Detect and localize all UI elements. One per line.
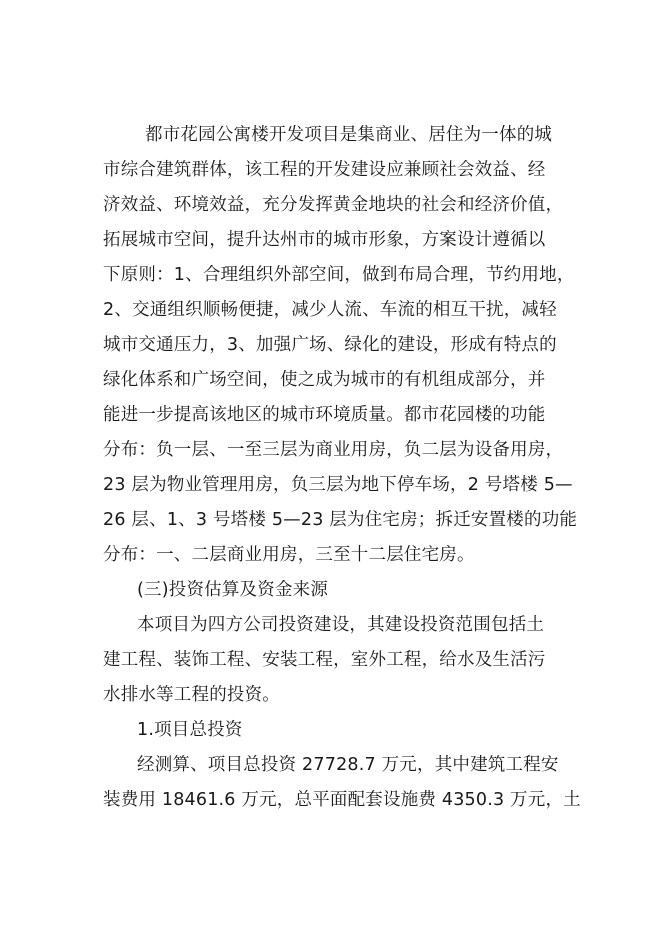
section-heading: (三)投资估算及资金来源 [137, 580, 329, 600]
paragraph-3-line: 装费用 18461.6 万元，总平面配套设施费 4350.3 万元，土 [103, 790, 581, 810]
paragraph-1-line: 2、交通组织顺畅便捷，减少人流、车流的相互干扰，减轻 [103, 300, 557, 320]
paragraph-1-line: 能进一步提高该地区的城市环境质量。都市花园楼的功能 [103, 405, 546, 425]
paragraph-1-line: 23 层为物业管理用房，负三层为地下停车场，2 号塔楼 5— [103, 475, 573, 495]
subheading: 1.项目总投资 [137, 720, 243, 740]
paragraph-1-line: 下原则：1、合理组织外部空间，做到布局合理，节约用地， [103, 265, 575, 285]
paragraph-1-line: 城市交通压力，3、加强广场、绿化的建设，形成有特点的 [103, 335, 557, 355]
paragraph-2-line: 水排水等工程的投资。 [103, 685, 280, 705]
paragraph-1-line: 市综合建筑群体，该工程的开发建设应兼顾社会效益、经 [103, 160, 546, 180]
paragraph-1-line: 济效益、环境效益，充分发挥黄金地块的社会和经济价值， [103, 195, 564, 215]
paragraph-1-line: 都市花园公寓楼开发项目是集商业、居住为一体的城 [145, 125, 553, 145]
paragraph-2-line: 建工程、装饰工程、安装工程，室外工程，给水及生活污 [103, 650, 546, 670]
paragraph-1-line: 拓展城市空间，提升达州市的城市形象，方案设计遵循以 [103, 230, 546, 250]
paragraph-1-line: 绿化体系和广场空间，使之成为城市的有机组成部分，并 [103, 370, 546, 390]
paragraph-1-line: 分布：负一层、一至三层为商业用房，负二层为设备用房， [103, 440, 564, 460]
paragraph-1-line: 26 层、1、3 号塔楼 5—23 层为住宅房；拆迁安置楼的功能 [103, 510, 578, 530]
paragraph-1-line: 分布：一、二层商业用房，三至十二层住宅房。 [103, 545, 475, 565]
paragraph-2-line: 本项目为四方公司投资建设，其建设投资范围包括土 [137, 615, 545, 635]
paragraph-3-line: 经测算、项目总投资 27728.7 万元，其中建筑工程安 [137, 755, 559, 775]
